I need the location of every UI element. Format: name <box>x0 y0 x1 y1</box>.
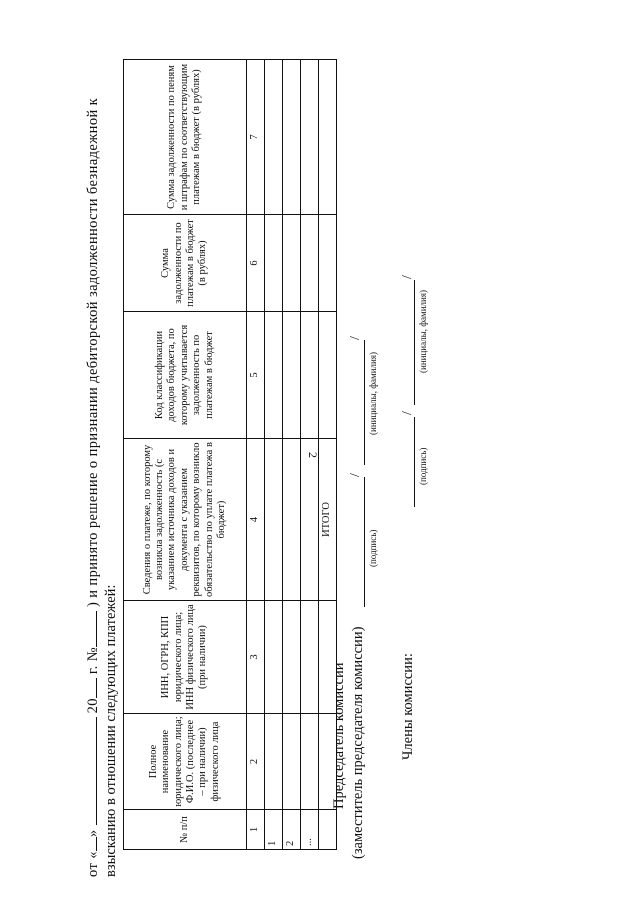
chairman-deputy-label: (заместитель председателя комиссии) <box>350 626 366 859</box>
table-cell <box>265 215 283 312</box>
table-row <box>265 60 283 850</box>
row-number: 1 <box>265 810 283 850</box>
page-number: 2 <box>306 452 320 458</box>
table-cell <box>265 312 283 439</box>
column-number-row <box>247 60 265 850</box>
total-label: ИТОГО <box>319 439 337 601</box>
day-blank <box>84 837 97 851</box>
table-cell <box>301 439 319 601</box>
header-cell: Сумма задолженности по пеням и штрафам по соответствующим платежам в бюджет (в рублях) <box>124 60 247 215</box>
member-slash-end: / <box>400 275 415 279</box>
header-cell: Сведения о платеже, по которому возникла задолженность (с указанием источника доходов и документа с указанием реквизитов, по которому возникло обязательство по уплате платежа в бюджет) <box>124 439 247 601</box>
table-cell <box>319 215 337 312</box>
table-cell <box>319 810 337 850</box>
table-cell <box>301 714 319 810</box>
member-name-line[interactable] <box>414 280 415 405</box>
column-number: 4 <box>247 439 265 601</box>
month-blank <box>84 717 97 825</box>
table-cell <box>265 714 283 810</box>
column-number: 3 <box>247 601 265 714</box>
header-cell: Полное наименование юридического лица; Ф.И.О. (последнее – при наличии) физического лица <box>124 714 247 810</box>
column-number: 1 <box>247 810 265 850</box>
header-cell: Код классификации доходов бюджета, по которому учитывается задолженность по платежам в бюджет <box>124 312 247 439</box>
member-initials-caption: (инициалы, фамилия) <box>418 290 428 373</box>
heading-rest: ) и принято решение о признании дебиторской задолженности безнадежной к <box>85 97 101 608</box>
table-cell <box>283 714 301 810</box>
heading-from: от « <box>85 851 101 877</box>
table-cell <box>283 601 301 714</box>
table-cell <box>265 439 283 601</box>
column-number: 6 <box>247 215 265 312</box>
row-number: ... <box>301 810 319 850</box>
member-signature-line[interactable] <box>414 417 415 507</box>
members-label: Члены комиссии: <box>400 653 416 760</box>
heading-year: 20 <box>85 698 101 714</box>
heading-line-2: взысканию в отношении следующих платежей: <box>103 584 119 877</box>
header-cell: Сумма задолженности по платежам в бюджет (в рублях) <box>124 215 247 312</box>
table-cell <box>301 601 319 714</box>
number-blank <box>84 611 97 647</box>
table-header-row <box>124 60 247 850</box>
column-number: 7 <box>247 60 265 215</box>
table-row <box>283 60 301 850</box>
table-cell <box>283 312 301 439</box>
heading-year-suffix: г. № <box>85 647 101 675</box>
table-cell <box>319 312 337 439</box>
member-signature-caption: (подпись) <box>418 447 428 485</box>
header-cell: ИНН, ОГРН, КПП юридического лица; ИНН физического лица (при наличии) <box>124 601 247 714</box>
column-number: 2 <box>247 714 265 810</box>
member-slash: / <box>400 411 415 415</box>
table-row <box>301 60 319 850</box>
chairman-signature-caption: (подпись) <box>368 529 378 567</box>
heading-quote-close: » <box>85 829 101 838</box>
table-cell <box>301 312 319 439</box>
header-cell: № п/п <box>124 810 247 850</box>
chairman-label: Председатель комиссии <box>331 662 347 809</box>
table-cell <box>301 60 319 215</box>
table-cell <box>265 60 283 215</box>
table-cell <box>283 60 301 215</box>
year-blank <box>84 678 97 698</box>
table-cell <box>319 60 337 215</box>
column-number: 5 <box>247 312 265 439</box>
table-cell <box>265 601 283 714</box>
chairman-signature-line[interactable] <box>364 477 365 607</box>
heading-line-1 <box>84 98 102 877</box>
table-cell <box>301 215 319 312</box>
debt-table <box>123 59 337 850</box>
table-cell <box>283 215 301 312</box>
table-cell <box>283 439 301 601</box>
chairman-slash-end: / <box>348 336 363 340</box>
chairman-initials-caption: (инициалы, фамилия) <box>368 352 378 435</box>
chairman-slash: / <box>348 473 363 477</box>
row-number: 2 <box>283 810 301 850</box>
chairman-name-line[interactable] <box>364 340 365 465</box>
